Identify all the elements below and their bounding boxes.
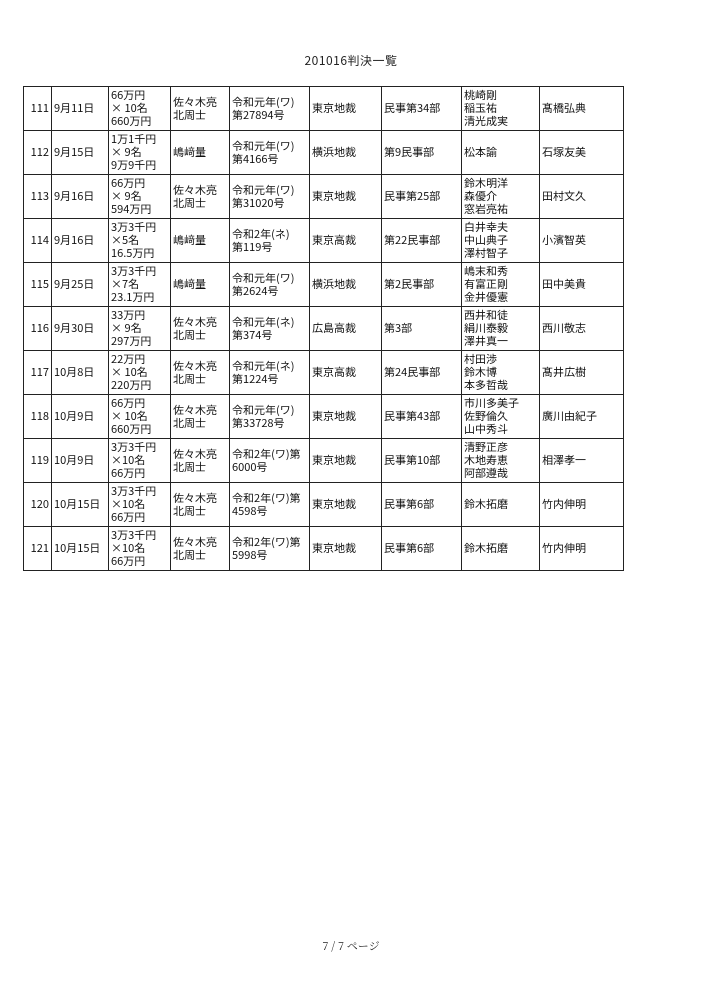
clerk-name: 竹内伸明 xyxy=(540,483,624,527)
attorneys-line: 北周士 xyxy=(173,106,206,123)
judgment-date: 10月8日 xyxy=(52,351,109,395)
case-number xyxy=(230,219,310,263)
judges xyxy=(462,307,540,351)
judges-line: 山中秀斗 xyxy=(464,421,508,437)
attorneys xyxy=(171,527,230,571)
attorneys xyxy=(171,131,230,175)
award-amount xyxy=(109,131,171,175)
award-amount xyxy=(109,87,171,131)
judges-line: 本多哲哉 xyxy=(464,377,508,393)
clerk-name: 竹内伸明 xyxy=(540,527,624,571)
award-amount xyxy=(109,395,171,439)
judgment-date: 10月15日 xyxy=(52,527,109,571)
court-division: 民事第6部 xyxy=(382,527,462,571)
case-number-line: 第2624号 xyxy=(232,282,279,299)
attorneys xyxy=(171,219,230,263)
attorneys-line: 佐々木亮 xyxy=(173,313,217,330)
award-amount-line: 66万円 xyxy=(111,175,146,191)
court-name: 東京高裁 xyxy=(310,219,382,263)
judges-line: 澤村智子 xyxy=(464,245,508,261)
row-number: 118 xyxy=(24,395,52,439)
table-row xyxy=(24,263,624,307)
award-amount-line: × 9名 xyxy=(111,188,142,204)
award-amount-line: 3万3千円 xyxy=(111,219,157,235)
award-amount xyxy=(109,351,171,395)
court-name: 広島高裁 xyxy=(310,307,382,351)
judgment-date: 10月9日 xyxy=(52,395,109,439)
court-division: 民事第43部 xyxy=(382,395,462,439)
case-number-line: 第31020号 xyxy=(232,194,285,211)
judges-line: 清光成実 xyxy=(464,113,508,129)
award-amount-line: 23.1万円 xyxy=(111,289,155,305)
row-number: 115 xyxy=(24,263,52,307)
award-amount-line: × 10名 xyxy=(111,100,148,116)
award-amount-line: ×5名 xyxy=(111,232,140,248)
table-row xyxy=(24,131,624,175)
court-name: 東京地裁 xyxy=(310,87,382,131)
court-name: 東京地裁 xyxy=(310,395,382,439)
judgment-date: 9月25日 xyxy=(52,263,109,307)
award-amount-line: 66万円 xyxy=(111,395,146,411)
attorneys xyxy=(171,439,230,483)
judges-line: 鈴木明洋 xyxy=(464,175,508,191)
attorneys xyxy=(171,175,230,219)
row-number: 116 xyxy=(24,307,52,351)
case-number xyxy=(230,87,310,131)
case-number-line: 令和元年(ワ) xyxy=(232,137,295,154)
award-amount-line: 660万円 xyxy=(111,113,152,129)
judgment-date: 9月16日 xyxy=(52,219,109,263)
judges-line: 桃崎剛 xyxy=(464,87,497,103)
table-row xyxy=(24,219,624,263)
award-amount-line: ×10名 xyxy=(111,540,146,556)
judges-line: 稲玉祐 xyxy=(464,100,497,116)
table-row xyxy=(24,439,624,483)
attorneys-line: 北周士 xyxy=(173,194,206,211)
judges-line: 中山典子 xyxy=(464,232,508,248)
award-amount-line: 3万3千円 xyxy=(111,483,157,499)
award-amount-line: × 9名 xyxy=(111,144,142,160)
case-number xyxy=(230,131,310,175)
judgment-date: 10月15日 xyxy=(52,483,109,527)
award-amount xyxy=(109,439,171,483)
case-number-line: 令和2年(ワ)第 xyxy=(232,533,301,550)
judges-line: 市川多美子 xyxy=(464,395,519,411)
award-amount xyxy=(109,307,171,351)
case-number-line: 令和元年(ワ) xyxy=(232,93,295,110)
row-number: 114 xyxy=(24,219,52,263)
judges xyxy=(462,87,540,131)
clerk-name: 石塚友美 xyxy=(540,131,624,175)
attorneys-line: 佐々木亮 xyxy=(173,533,217,550)
attorneys-line: 嶋﨑量 xyxy=(173,276,206,292)
award-amount-line: 1万1千円 xyxy=(111,131,157,147)
judges-line: 鈴木拓磨 xyxy=(464,540,508,556)
case-number-line: 令和元年(ワ) xyxy=(232,401,295,418)
court-name: 東京地裁 xyxy=(310,175,382,219)
case-number-line: 令和元年(ワ) xyxy=(232,269,295,286)
case-number-line: 5998号 xyxy=(232,546,268,563)
judges xyxy=(462,439,540,483)
document-title: 201016判決一覧 xyxy=(304,52,398,69)
clerk-name: 廣川由紀子 xyxy=(540,395,624,439)
judges-line: 鈴木拓磨 xyxy=(464,496,508,512)
award-amount-line: 22万円 xyxy=(111,351,146,367)
table-row xyxy=(24,175,624,219)
award-amount-line: 660万円 xyxy=(111,421,152,437)
attorneys xyxy=(171,87,230,131)
judges xyxy=(462,351,540,395)
case-number-line: 第27894号 xyxy=(232,106,285,123)
table-row xyxy=(24,527,624,571)
page-footer: 7 / 7 ページ xyxy=(322,938,380,954)
case-number xyxy=(230,175,310,219)
case-number-line: 令和元年(ネ) xyxy=(232,357,295,374)
table-row xyxy=(24,395,624,439)
attorneys-line: 佐々木亮 xyxy=(173,357,217,374)
judges xyxy=(462,527,540,571)
judgment-date: 9月16日 xyxy=(52,175,109,219)
court-division: 第9民事部 xyxy=(382,131,462,175)
row-number: 112 xyxy=(24,131,52,175)
clerk-name: 田中美貴 xyxy=(540,263,624,307)
row-number: 117 xyxy=(24,351,52,395)
award-amount-line: 9万9千円 xyxy=(111,157,157,173)
judgment-date: 9月11日 xyxy=(52,87,109,131)
judgment-date: 9月30日 xyxy=(52,307,109,351)
court-division: 民事第6部 xyxy=(382,483,462,527)
judges-line: 窓岩亮祐 xyxy=(464,201,508,217)
row-number: 119 xyxy=(24,439,52,483)
court-division: 第2民事部 xyxy=(382,263,462,307)
award-amount-line: 66万円 xyxy=(111,465,146,481)
clerk-name: 髙井広樹 xyxy=(540,351,624,395)
judges xyxy=(462,395,540,439)
attorneys xyxy=(171,483,230,527)
judges-line: 清野正彦 xyxy=(464,439,508,455)
judges-line: 白井幸夫 xyxy=(464,219,508,235)
judges xyxy=(462,483,540,527)
court-name: 東京高裁 xyxy=(310,351,382,395)
award-amount-line: × 9名 xyxy=(111,320,142,336)
court-division: 第22民事部 xyxy=(382,219,462,263)
attorneys-line: 佐々木亮 xyxy=(173,181,217,198)
award-amount-line: 3万3千円 xyxy=(111,527,157,543)
award-amount xyxy=(109,219,171,263)
court-name: 東京地裁 xyxy=(310,527,382,571)
table-row xyxy=(24,483,624,527)
judges-line: 鈴木博 xyxy=(464,364,497,380)
attorneys-line: 北周士 xyxy=(173,370,206,387)
court-division: 第24民事部 xyxy=(382,351,462,395)
table-row xyxy=(24,87,624,131)
case-number-line: 第374号 xyxy=(232,326,273,343)
award-amount-line: ×7名 xyxy=(111,276,140,292)
case-number xyxy=(230,439,310,483)
attorneys xyxy=(171,395,230,439)
case-number xyxy=(230,527,310,571)
attorneys xyxy=(171,351,230,395)
award-amount-line: 3万3千円 xyxy=(111,263,157,279)
award-amount-line: ×10名 xyxy=(111,452,146,468)
case-number-line: 第33728号 xyxy=(232,414,285,431)
court-name: 東京地裁 xyxy=(310,439,382,483)
case-number-line: 令和元年(ネ) xyxy=(232,313,295,330)
award-amount-line: × 10名 xyxy=(111,408,148,424)
table-row xyxy=(24,307,624,351)
attorneys-line: 嶋﨑量 xyxy=(173,232,206,248)
award-amount-line: ×10名 xyxy=(111,496,146,512)
case-number-line: 令和2年(ワ)第 xyxy=(232,489,301,506)
court-name: 横浜地裁 xyxy=(310,131,382,175)
judges-line: 阿部遵哉 xyxy=(464,465,508,481)
award-amount-line: 66万円 xyxy=(111,87,146,103)
award-amount-line: × 10名 xyxy=(111,364,148,380)
award-amount-line: 3万3千円 xyxy=(111,439,157,455)
judges-line: 松本諭 xyxy=(464,144,497,160)
attorneys-line: 嶋﨑量 xyxy=(173,144,206,160)
judges-line: 有富正剛 xyxy=(464,276,508,292)
award-amount-line: 297万円 xyxy=(111,333,152,349)
judges-line: 佐野倫久 xyxy=(464,408,508,424)
row-number: 120 xyxy=(24,483,52,527)
row-number: 121 xyxy=(24,527,52,571)
case-number xyxy=(230,263,310,307)
table-row xyxy=(24,351,624,395)
case-number-line: 第4166号 xyxy=(232,150,279,167)
award-amount-line: 220万円 xyxy=(111,377,152,393)
attorneys-line: 北周士 xyxy=(173,502,206,519)
court-division: 第3部 xyxy=(382,307,462,351)
case-number-line: 第119号 xyxy=(232,238,273,255)
attorneys-line: 佐々木亮 xyxy=(173,445,217,462)
judges-line: 木地寿恵 xyxy=(464,452,508,468)
case-number xyxy=(230,307,310,351)
attorneys-line: 北周士 xyxy=(173,414,206,431)
court-name: 横浜地裁 xyxy=(310,263,382,307)
judgment-date: 9月15日 xyxy=(52,131,109,175)
judgment-table-body xyxy=(24,87,624,571)
award-amount-line: 594万円 xyxy=(111,201,152,217)
court-division: 民事第25部 xyxy=(382,175,462,219)
attorneys-line: 北周士 xyxy=(173,458,206,475)
judgment-table xyxy=(23,86,624,571)
judges xyxy=(462,175,540,219)
judges xyxy=(462,263,540,307)
clerk-name: 髙橋弘典 xyxy=(540,87,624,131)
attorneys xyxy=(171,263,230,307)
row-number: 111 xyxy=(24,87,52,131)
case-number xyxy=(230,483,310,527)
judgment-date: 10月9日 xyxy=(52,439,109,483)
attorneys-line: 佐々木亮 xyxy=(173,489,217,506)
award-amount xyxy=(109,483,171,527)
court-division: 民事第34部 xyxy=(382,87,462,131)
judges-line: 村田渉 xyxy=(464,351,497,367)
row-number: 113 xyxy=(24,175,52,219)
case-number-line: 第1224号 xyxy=(232,370,279,387)
case-number xyxy=(230,395,310,439)
case-number-line: 令和2年(ワ)第 xyxy=(232,445,301,462)
judges-line: 森優介 xyxy=(464,188,497,204)
judges-line: 嶋末和秀 xyxy=(464,263,508,279)
attorneys xyxy=(171,307,230,351)
judges-line: 澤井真一 xyxy=(464,333,508,349)
award-amount xyxy=(109,175,171,219)
clerk-name: 田村文久 xyxy=(540,175,624,219)
award-amount-line: 16.5万円 xyxy=(111,245,155,261)
judges-line: 金井優憲 xyxy=(464,289,508,305)
attorneys-line: 北周士 xyxy=(173,546,206,563)
award-amount-line: 33万円 xyxy=(111,307,146,323)
award-amount-line: 66万円 xyxy=(111,553,146,569)
attorneys-line: 佐々木亮 xyxy=(173,401,217,418)
clerk-name: 西川敬志 xyxy=(540,307,624,351)
clerk-name: 相澤孝一 xyxy=(540,439,624,483)
case-number-line: 6000号 xyxy=(232,458,268,475)
clerk-name: 小濱智英 xyxy=(540,219,624,263)
case-number-line: 令和2年(ネ) xyxy=(232,225,290,242)
judges xyxy=(462,131,540,175)
judges-line: 西井和徒 xyxy=(464,307,508,323)
case-number-line: 令和元年(ワ) xyxy=(232,181,295,198)
award-amount xyxy=(109,263,171,307)
court-division: 民事第10部 xyxy=(382,439,462,483)
judges-line: 絹川泰毅 xyxy=(464,320,508,336)
attorneys-line: 北周士 xyxy=(173,326,206,343)
case-number xyxy=(230,351,310,395)
award-amount xyxy=(109,527,171,571)
case-number-line: 4598号 xyxy=(232,502,268,519)
court-name: 東京地裁 xyxy=(310,483,382,527)
judges xyxy=(462,219,540,263)
attorneys-line: 佐々木亮 xyxy=(173,93,217,110)
award-amount-line: 66万円 xyxy=(111,509,146,525)
